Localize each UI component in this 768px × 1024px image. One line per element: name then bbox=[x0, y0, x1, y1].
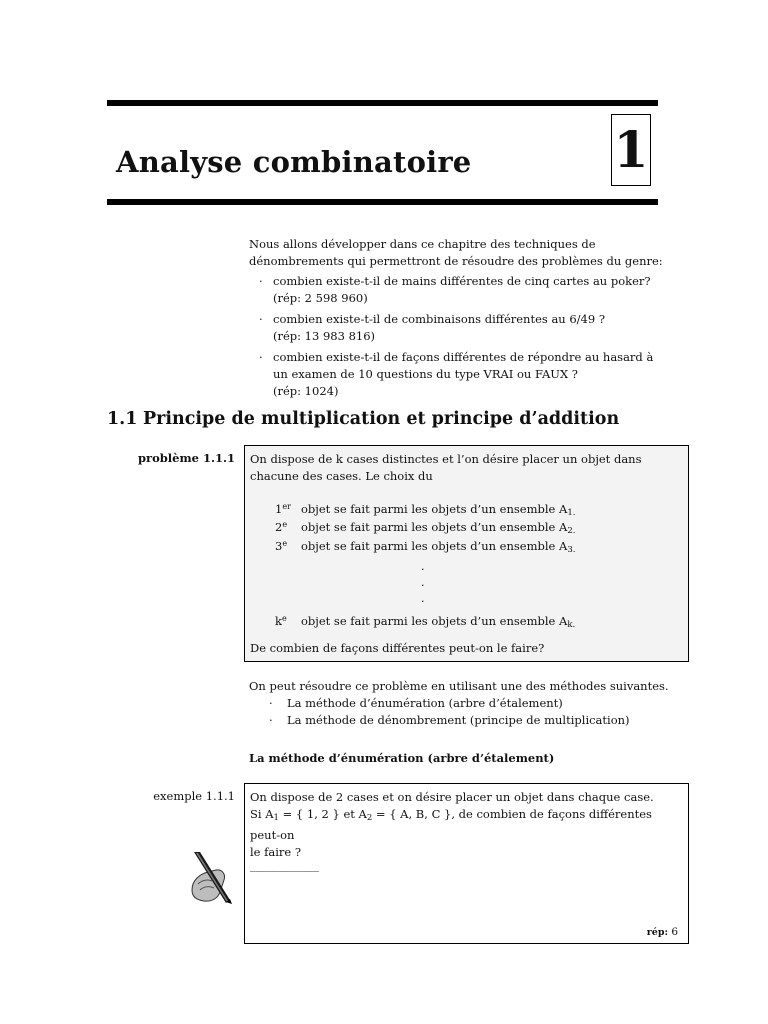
question-text: combien existe-t-il de combinaisons différentes au 6/49 ? bbox=[273, 312, 606, 326]
section-heading bbox=[107, 409, 619, 429]
list-item bbox=[249, 712, 679, 729]
list-item bbox=[249, 311, 669, 345]
ordinal-suffix: er bbox=[282, 502, 291, 511]
pen-writing-hand-icon bbox=[186, 850, 236, 904]
answer-label: rép: bbox=[646, 927, 668, 938]
bullet-icon: · bbox=[259, 350, 263, 364]
set-subscript: 3. bbox=[567, 545, 576, 555]
section-number: 1.1 bbox=[107, 409, 138, 429]
chapter-title: Analyse combinatoire bbox=[116, 145, 472, 179]
ordinal: 3 bbox=[275, 539, 283, 553]
row-text: objet se fait parmi les objets d’un ensemble A bbox=[301, 520, 568, 534]
ordinal-suffix: e bbox=[282, 539, 288, 548]
question-text: combien existe-t-il de mains différentes de cinq cartes au poker? bbox=[273, 274, 651, 288]
intro bbox=[249, 236, 669, 402]
row-text: objet se fait parmi les objets d’un ensemble A bbox=[301, 502, 568, 516]
ellipsis-dot: . bbox=[421, 592, 425, 605]
question-answer: (rép: 13 983 816) bbox=[273, 329, 376, 343]
ordinal: 1 bbox=[275, 502, 283, 516]
example-answer bbox=[647, 924, 678, 941]
question-answer: (rép: 1024) bbox=[273, 384, 339, 398]
bullet-icon: · bbox=[269, 696, 273, 710]
example-label: exemple 1.1.1 bbox=[153, 789, 235, 803]
answer-blank: ____________ bbox=[250, 858, 319, 872]
row-text: objet se fait parmi les objets d’un ensemble A bbox=[301, 539, 568, 553]
bullet-icon: · bbox=[259, 312, 263, 326]
example-line-3: le faire ? bbox=[250, 845, 302, 859]
section-title: Principe de multiplication et principe d’addition bbox=[143, 409, 620, 429]
methods bbox=[249, 678, 679, 729]
example-box bbox=[244, 783, 689, 944]
list-item bbox=[249, 349, 669, 400]
set-subscript: k. bbox=[567, 620, 576, 630]
ellipsis-dot: . bbox=[421, 560, 425, 573]
chapter-number: 1 bbox=[611, 114, 651, 186]
problem-text: On dispose de k cases distinctes et l’on désire placer un objet dans chacune des cases. Le choix du bbox=[250, 452, 642, 483]
ordinal: k bbox=[275, 614, 282, 628]
problem-question: De combien de façons différentes peut-on le faire? bbox=[250, 641, 545, 655]
problem-box bbox=[244, 445, 689, 662]
list-item bbox=[249, 695, 679, 712]
method-text: La méthode de dénombrement (principe de multiplication) bbox=[287, 713, 630, 727]
example-line-1: On dispose de 2 cases et on désire placer un objet dans chaque case. bbox=[250, 790, 654, 804]
answer-value: 6 bbox=[671, 926, 678, 938]
question-answer: (rép: 2 598 960) bbox=[273, 291, 368, 305]
method-text: La méthode d’énumération (arbre d’étalement) bbox=[287, 696, 563, 710]
intro-text: Nous allons développer dans ce chapitre des techniques de dénombrements qui permettront de résoudre des problèmes du genre: bbox=[249, 237, 663, 268]
problem-label: problème 1.1.1 bbox=[138, 451, 235, 465]
ellipsis-dot: . bbox=[421, 576, 425, 589]
problem-row bbox=[275, 610, 575, 634]
methods-intro: On peut résoudre ce problème en utilisant une des méthodes suivantes. bbox=[249, 679, 669, 693]
example-line-2: Si $A_1$ = { 1, 2 } et $A_2$ = { A, B, C }, de combien de façons différentes peut-on bbox=[250, 807, 652, 842]
ordinal-suffix: e bbox=[282, 520, 288, 529]
question-text: combien existe-t-il de façons différentes de répondre au hasard à un examen de 10 questions du type VRAI ou FAUX ? bbox=[273, 350, 654, 381]
question-list bbox=[249, 273, 669, 400]
bullet-icon: · bbox=[269, 713, 273, 727]
ordinal-suffix: e bbox=[281, 614, 287, 623]
ordinal: 2 bbox=[275, 520, 283, 534]
list-item bbox=[249, 273, 669, 307]
problem-row bbox=[275, 535, 575, 559]
bottom-rule bbox=[107, 199, 658, 205]
top-rule bbox=[107, 100, 658, 106]
bullet-icon: · bbox=[259, 274, 263, 288]
set-subscript: 2. bbox=[567, 526, 576, 536]
set-subscript: 1. bbox=[567, 508, 576, 518]
subheading: La méthode d’énumération (arbre d’étalement) bbox=[249, 751, 555, 765]
row-text: objet se fait parmi les objets d’un ensemble A bbox=[301, 614, 568, 628]
